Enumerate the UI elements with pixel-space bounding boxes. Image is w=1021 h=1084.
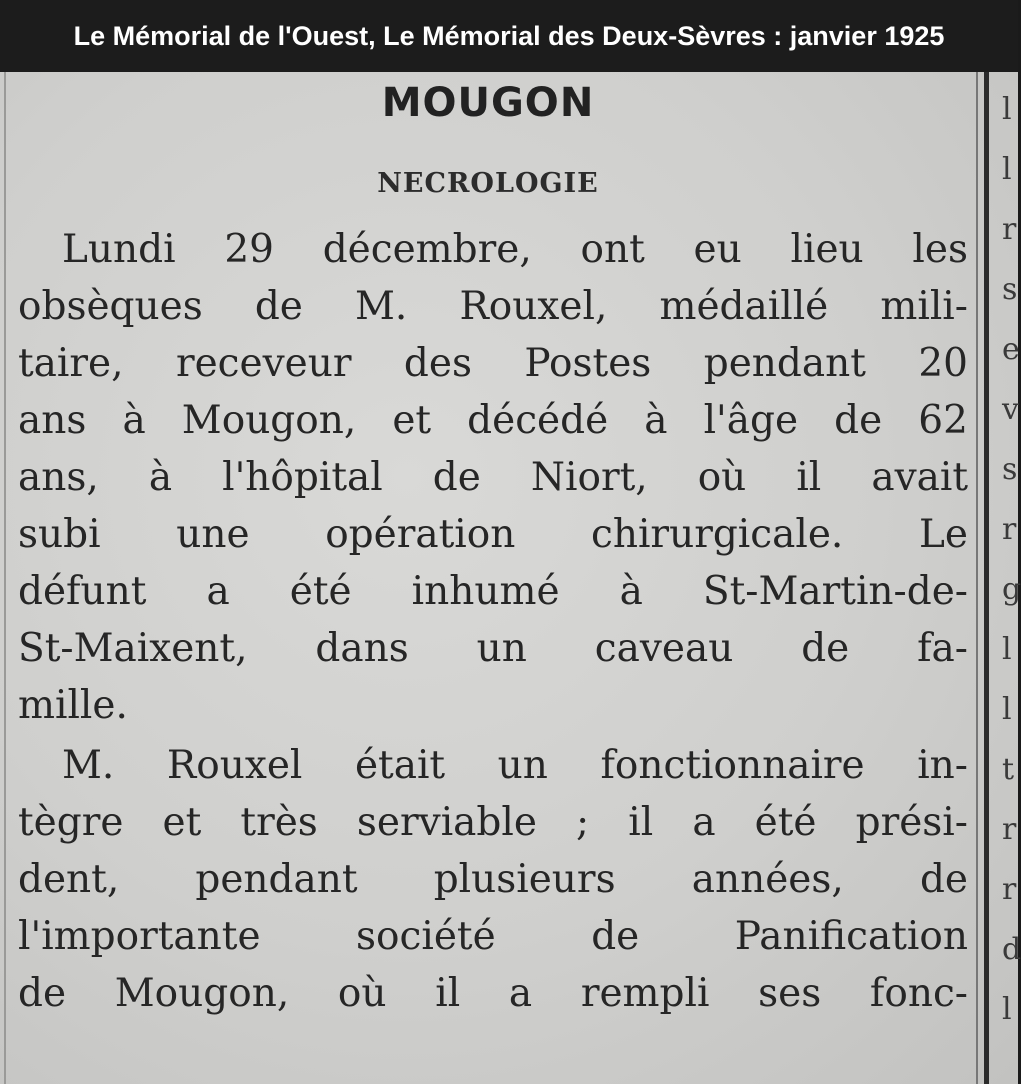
adjacent-column-letter: r <box>1002 212 1017 247</box>
column-rule-thin <box>976 72 978 1084</box>
article-word: Lundi <box>62 227 176 272</box>
article-word: des <box>403 341 472 386</box>
article-line <box>18 678 968 734</box>
article-word: était <box>354 743 446 788</box>
article-word: M. <box>354 284 408 329</box>
article-word: Le <box>918 512 968 557</box>
adjacent-column-letter: r <box>1002 512 1017 547</box>
article-word: où <box>697 455 747 500</box>
article-word: a <box>508 971 533 1016</box>
article-word: Panification <box>734 914 968 959</box>
article-line <box>18 507 968 563</box>
article-line <box>18 279 968 335</box>
article-word: et <box>162 800 202 845</box>
article-word: Mougon, <box>181 398 357 443</box>
article-word: dent, <box>18 857 120 902</box>
article-word: 62 <box>918 398 968 443</box>
article-word: dans <box>315 626 409 671</box>
article-word: l'hôpital <box>222 455 383 500</box>
article-word: Postes <box>524 341 652 386</box>
article-word: avait <box>871 455 968 500</box>
article-line <box>18 909 968 965</box>
article-word: serviable <box>356 800 537 845</box>
article-word: lieu <box>790 227 864 272</box>
article-word: rempli <box>580 971 710 1016</box>
adjacent-column-letter: l <box>1002 92 1012 127</box>
article-word: un <box>476 626 527 671</box>
article-word: il <box>435 971 461 1016</box>
article-word: où <box>337 971 387 1016</box>
article-word: et <box>392 398 432 443</box>
article-word: fa- <box>917 626 968 671</box>
adjacent-column-letter: r <box>1002 812 1017 847</box>
article-word: ans, <box>18 455 99 500</box>
article-word: pendant <box>703 341 866 386</box>
article-word: de <box>591 914 640 959</box>
article-word: de <box>18 971 67 1016</box>
article-word: à <box>619 569 643 614</box>
article-heading: MOUGON <box>381 80 595 126</box>
adjacent-column-letter: l <box>1002 692 1012 727</box>
article-word: à <box>148 455 173 500</box>
adjacent-column-letter: d <box>1002 932 1021 967</box>
newspaper-clipping <box>0 72 1021 1084</box>
article-line <box>18 795 968 851</box>
article-line <box>18 564 968 620</box>
article-word: Rouxel, <box>459 284 608 329</box>
article-word: eu <box>693 227 742 272</box>
article-word: pendant <box>195 857 358 902</box>
article-word: Rouxel <box>166 743 303 788</box>
article-word: l'âge <box>703 398 799 443</box>
article-word: taire, <box>18 341 124 386</box>
article-word: ses <box>758 971 822 1016</box>
left-column-rule <box>4 72 6 1084</box>
article-word: de <box>919 857 968 902</box>
article-word: de <box>254 284 303 329</box>
article-line <box>18 393 968 449</box>
caption-text: Le Mémorial de l'Ouest, Le Mémorial des Deux-Sèvres : janvier 1925 <box>73 20 945 51</box>
article-word: fonctionnaire <box>600 743 865 788</box>
article-word: inhumé <box>411 569 560 614</box>
article-word: fonc- <box>869 971 968 1016</box>
article-word: il <box>796 455 822 500</box>
article-word: une <box>176 512 250 557</box>
article-word: société <box>356 914 496 959</box>
article-word: il <box>628 800 654 845</box>
article-word: St-Martin-de- <box>702 569 968 614</box>
article-word: de <box>834 398 883 443</box>
adjacent-column-letter: e <box>1002 332 1020 367</box>
article-word: ; <box>576 800 590 845</box>
article-word: décédé <box>467 398 609 443</box>
article-line <box>62 222 968 278</box>
article-line <box>18 336 968 392</box>
article-word: opération <box>325 512 516 557</box>
article-word: décembre, <box>322 227 532 272</box>
article-word: M. <box>62 743 115 788</box>
caption-bar <box>0 0 1018 72</box>
article-line <box>18 852 968 908</box>
article-word: in- <box>917 743 968 788</box>
article-word: chirurgicale. <box>591 512 844 557</box>
adjacent-column-letter: v <box>1002 392 1019 427</box>
article-word: subi <box>18 512 101 557</box>
article-word: à <box>122 398 146 443</box>
article-word: mille. <box>18 683 128 728</box>
article-word: mili- <box>880 284 968 329</box>
article-word: ont <box>580 227 645 272</box>
article-word: à <box>644 398 668 443</box>
adjacent-column-letter: l <box>1002 152 1012 187</box>
article-word: caveau <box>594 626 734 671</box>
article-word: Mougon, <box>114 971 290 1016</box>
article-word: un <box>497 743 548 788</box>
article-word: 20 <box>918 341 968 386</box>
adjacent-column-letter: g <box>1002 572 1021 607</box>
adjacent-column-letter: l <box>1002 632 1012 667</box>
column-rule <box>984 72 989 1084</box>
article-word: années, <box>691 857 844 902</box>
adjacent-column-letter: s <box>1002 272 1018 307</box>
article-word: médaillé <box>659 284 829 329</box>
adjacent-column-letter: r <box>1002 872 1017 907</box>
article-line <box>18 966 968 1022</box>
article-line <box>18 450 968 506</box>
article-word: été <box>754 800 817 845</box>
article-word: plusieurs <box>433 857 616 902</box>
article-word: prési- <box>855 800 968 845</box>
adjacent-column-fragments <box>1002 72 1021 1084</box>
article-word: les <box>912 227 968 272</box>
article-word: receveur <box>175 341 352 386</box>
article-word: très <box>240 800 318 845</box>
article-word: a <box>206 569 230 614</box>
article-word: a <box>692 800 716 845</box>
article-word: Niort, <box>530 455 648 500</box>
article-word: 29 <box>224 227 274 272</box>
article-word: tègre <box>18 800 124 845</box>
article-line <box>62 738 968 794</box>
article-word: ans <box>18 398 87 443</box>
adjacent-column-letter: l <box>1002 992 1012 1027</box>
article-subheading: NECROLOGIE <box>377 168 599 199</box>
article-word: de <box>432 455 481 500</box>
article-word: l'importante <box>18 914 261 959</box>
adjacent-column-letter: t <box>1002 752 1015 787</box>
article-word: St-Maixent, <box>18 626 248 671</box>
article-line <box>18 621 968 677</box>
article-word: été <box>289 569 352 614</box>
article-word: de <box>801 626 850 671</box>
adjacent-column-letter: s <box>1002 452 1018 487</box>
article-word: obsèques <box>18 284 203 329</box>
article-word: défunt <box>18 569 147 614</box>
